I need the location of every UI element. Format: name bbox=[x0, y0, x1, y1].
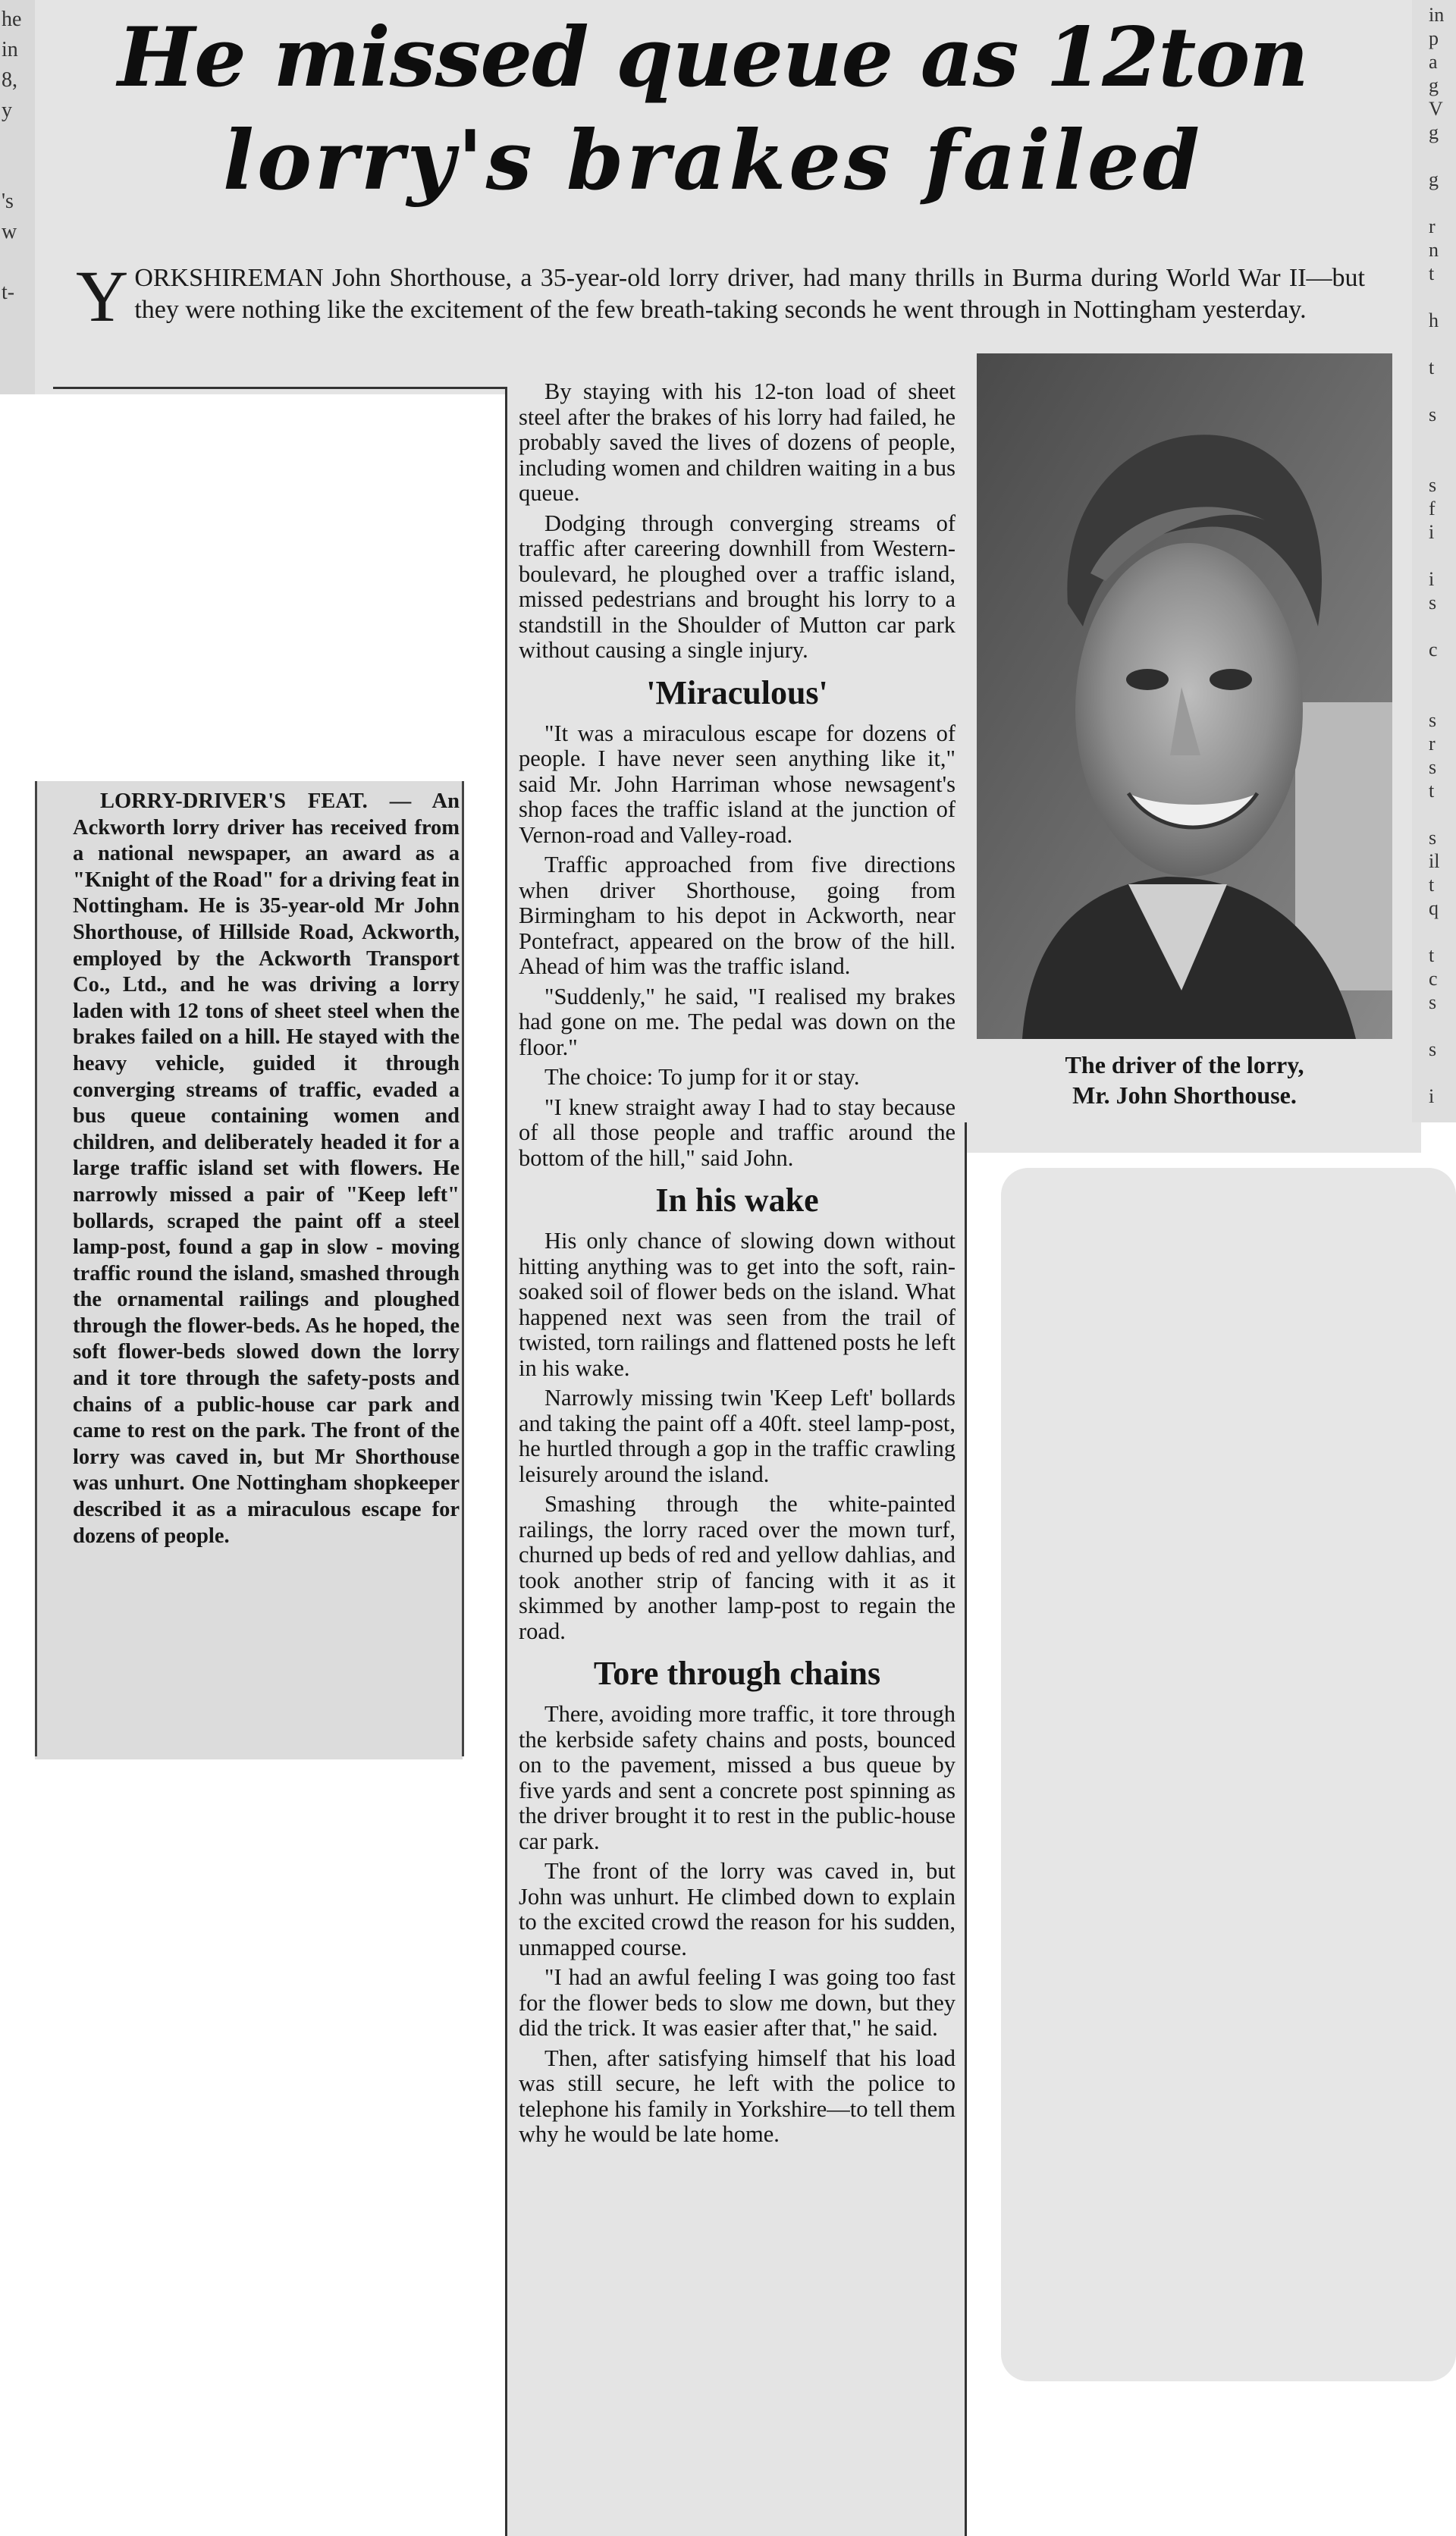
edge-fragment bbox=[1429, 1014, 1444, 1037]
right-edge-fragments bbox=[1429, 3, 1444, 1108]
edge-fragment: a bbox=[1429, 51, 1438, 73]
edge-fragment: t bbox=[1429, 262, 1435, 284]
edge-fragment bbox=[2, 156, 21, 187]
edge-fragment: f bbox=[1429, 497, 1436, 519]
photo-caption bbox=[977, 1050, 1392, 1110]
driver-photo bbox=[977, 353, 1392, 1039]
edge-fragment: t bbox=[1429, 356, 1435, 378]
column-rule-vertical-right bbox=[965, 1122, 967, 2536]
subheading-in-his-wake: In his wake bbox=[655, 1182, 819, 1219]
edge-fragment: y bbox=[2, 99, 12, 122]
edge-fragment: s bbox=[1429, 474, 1437, 496]
drop-cap: Y bbox=[76, 256, 129, 337]
article-paragraph: His only chance of slowing down without hitting anything was to get into the soft, rain-soaked soil of flower beds on the island. What happened next was seen from the trail of twisted, torn railings and flattened posts he left in his wake. bbox=[519, 1228, 956, 1381]
edge-fragment: p bbox=[1429, 27, 1439, 49]
edge-fragment: w bbox=[2, 220, 17, 243]
article-paragraph: There, avoiding more traffic, it tore through the kerbside safety chains and posts, bounced on to the pavement, missed a bus queue by five yards and sent a concrete post spinning as the driver brought it to rest in the public-house car park. bbox=[519, 1701, 956, 1854]
edge-fragment bbox=[1429, 920, 1444, 943]
edge-fragment bbox=[1429, 285, 1444, 309]
edge-fragment: 's bbox=[2, 190, 14, 213]
headline-line-2: lorry's brakes failed bbox=[222, 113, 1203, 209]
edge-fragment: s bbox=[1429, 1038, 1437, 1060]
main-article-column bbox=[519, 379, 956, 2152]
article-paragraph: The front of the lorry was caved in, but John was unhurt. He climbed down to explain to the excited crowd the reason for his sudden, unmapped course. bbox=[519, 1858, 956, 1960]
edge-fragment: s bbox=[1429, 592, 1437, 614]
intro-text: ORKSHIREMAN John Shorthouse, a 35-year-old lorry driver, had many thrills in Burma during World War II—but they were nothing like the excitement of the few breath-taking seconds he went through in Nottingham yesterday. bbox=[134, 264, 1365, 324]
edge-fragment bbox=[1429, 191, 1444, 215]
article-paragraph: "It was a miraculous escape for dozens of people. I have never seen anything like it," said Mr. John Harriman whose newsagent's shop faces the traffic island at the junction of Vernon-road and Valley-road. bbox=[519, 720, 956, 848]
edge-fragment: t bbox=[1429, 944, 1435, 966]
edge-fragment: r bbox=[1429, 733, 1436, 755]
article-paragraph: The choice: To jump for it or stay. bbox=[544, 1064, 860, 1090]
edge-fragment bbox=[1429, 685, 1444, 708]
side-clipping bbox=[73, 789, 460, 1549]
edge-fragment: c bbox=[1429, 968, 1438, 990]
edge-fragment bbox=[2, 247, 21, 278]
article-paragraph: "Suddenly," he said, "I realised my brakes had gone on me. The pedal was down on the floor." bbox=[519, 983, 956, 1060]
edge-fragment bbox=[1429, 544, 1444, 567]
article-paragraph: "I knew straight away I had to stay because of all those people and traffic around the bottom of the hill," said John. bbox=[519, 1094, 956, 1171]
edge-fragment bbox=[2, 126, 21, 156]
edge-fragment: s bbox=[1429, 403, 1437, 425]
edge-fragment bbox=[1429, 426, 1444, 450]
caption-line-2: Mr. John Shorthouse. bbox=[1072, 1081, 1297, 1109]
edge-fragment: t bbox=[1429, 780, 1435, 802]
headline bbox=[46, 6, 1380, 212]
edge-fragment: t- bbox=[2, 281, 15, 304]
edge-fragment: s bbox=[1429, 827, 1437, 849]
edge-fragment: g bbox=[1429, 168, 1439, 190]
edge-fragment: n bbox=[1429, 239, 1439, 261]
article-paragraph: "I had an awful feeling I was going too fast for the flower beds to slow me down, but they did the trick. It was easier after that," he said. bbox=[519, 1964, 956, 2041]
edge-fragment: i bbox=[1429, 1085, 1435, 1107]
edge-fragment: i bbox=[1429, 521, 1435, 543]
article-paragraph: Smashing through the white-painted railings, the lorry raced over the mown turf, churned up beds of red and yellow dahlias, and took another strip of fancing with it as it skimmed by another lamp-post to regain the road. bbox=[519, 1491, 956, 1644]
edge-fragment bbox=[1429, 614, 1444, 638]
edge-fragment: t bbox=[1429, 874, 1435, 896]
edge-fragment bbox=[1429, 802, 1444, 826]
edge-fragment: r bbox=[1429, 215, 1436, 237]
article-paragraph: Narrowly missing twin 'Keep Left' bollards and taking the paint off a 40ft. steel lamp-post, he hurtled through a gop in the traffic crawling leisurely around the island. bbox=[519, 1385, 956, 1487]
edge-fragment bbox=[1429, 450, 1444, 473]
edge-fragment: i bbox=[1429, 568, 1435, 590]
subheading-miraculous: 'Miraculous' bbox=[646, 673, 828, 711]
edge-fragment bbox=[1429, 1061, 1444, 1084]
edge-fragment: s bbox=[1429, 991, 1437, 1013]
edge-fragment bbox=[1429, 379, 1444, 403]
column-rule-left bbox=[53, 387, 505, 389]
caption-line-1: The driver of the lorry, bbox=[1065, 1051, 1304, 1078]
subheading-tore-through-chains: Tore through chains bbox=[593, 1655, 881, 1692]
edge-fragment: 8, bbox=[2, 68, 17, 92]
article-paragraph: Then, after satisfying himself that his load was still secure, he left with the police to telephone his family in Yorkshire—to tell them why he would be late home. bbox=[519, 2045, 956, 2147]
edge-fragment: V bbox=[1429, 98, 1443, 120]
edge-fragment: in bbox=[1429, 4, 1445, 26]
left-edge-fragments bbox=[2, 5, 21, 308]
edge-fragment: q bbox=[1429, 897, 1439, 919]
redacted-area bbox=[1001, 1168, 1456, 2381]
edge-fragment: g bbox=[1429, 121, 1439, 143]
edge-fragment bbox=[1429, 661, 1444, 685]
article-paragraph: By staying with his 12-ton load of sheet steel after the brakes of his lorry had failed, he probably saved the lives of dozens of people, including women and children waiting in a bus queue. bbox=[519, 378, 956, 506]
edge-fragment bbox=[1429, 144, 1444, 168]
edge-fragment: c bbox=[1429, 639, 1438, 661]
intro-paragraph bbox=[76, 256, 1365, 337]
edge-fragment: in bbox=[2, 38, 18, 61]
edge-fragment: s bbox=[1429, 709, 1437, 731]
headline-line-1: He missed queue as 12ton bbox=[118, 10, 1308, 105]
edge-fragment: s bbox=[1429, 756, 1437, 778]
article-paragraph: Traffic approached from five directions when driver Shorthouse, going from Birmingham to his depot in Ackworth, near Pontefract, appeared on the brow of the hill. Ahead of him was the traffic island. bbox=[519, 852, 956, 979]
edge-fragment: il bbox=[1429, 850, 1440, 872]
column-rule-vertical-left bbox=[505, 387, 507, 2536]
edge-fragment bbox=[1429, 332, 1444, 356]
side-clipping-text: LORRY-DRIVER'S FEAT. — An Ackworth lorry driver has received from a national newspaper, an award as a "Knight of the Road" for a driving feat in Nottingham. He is 35-year-old Mr John Shorthouse, of Hillside Road, Ackworth, employed by the Ackworth Transport Co., Ltd., and he was driving a lorry laden with 12 tons of sheet steel when the brakes failed on a hill. He stayed with the heavy vehicle, guided it through converging streams of traffic, evaded a bus queue containing women and children, and deliberately headed it for a large traffic island set with flowers. He narrowly missed a pair of "Keep left" bollards, scraped the paint off a steel lamp-post, found a gap in slow - moving traffic round the island, smashed through the ornamental railings and ploughed through the flower-beds. As he hoped, the soft flower-beds slowed down the lorry and it tore through the safety-posts and chains of a public-house car park and came to rest on the park. The front of the lorry was caved in, but Mr Shorthouse was unhurt. One Nottingham shopkeeper described it as a miraculous escape for dozens of people. bbox=[73, 789, 460, 1548]
article-paragraph: Dodging through converging streams of traffic after careering downhill from Western-boulevard, he ploughed over a traffic island, missed pedestrians and brought his lorry to a standstill in the Shoulder of Mutton car park without causing a single injury. bbox=[519, 510, 956, 663]
edge-fragment: g bbox=[1429, 74, 1439, 96]
edge-fragment: he bbox=[2, 8, 22, 31]
edge-fragment: h bbox=[1429, 309, 1439, 331]
